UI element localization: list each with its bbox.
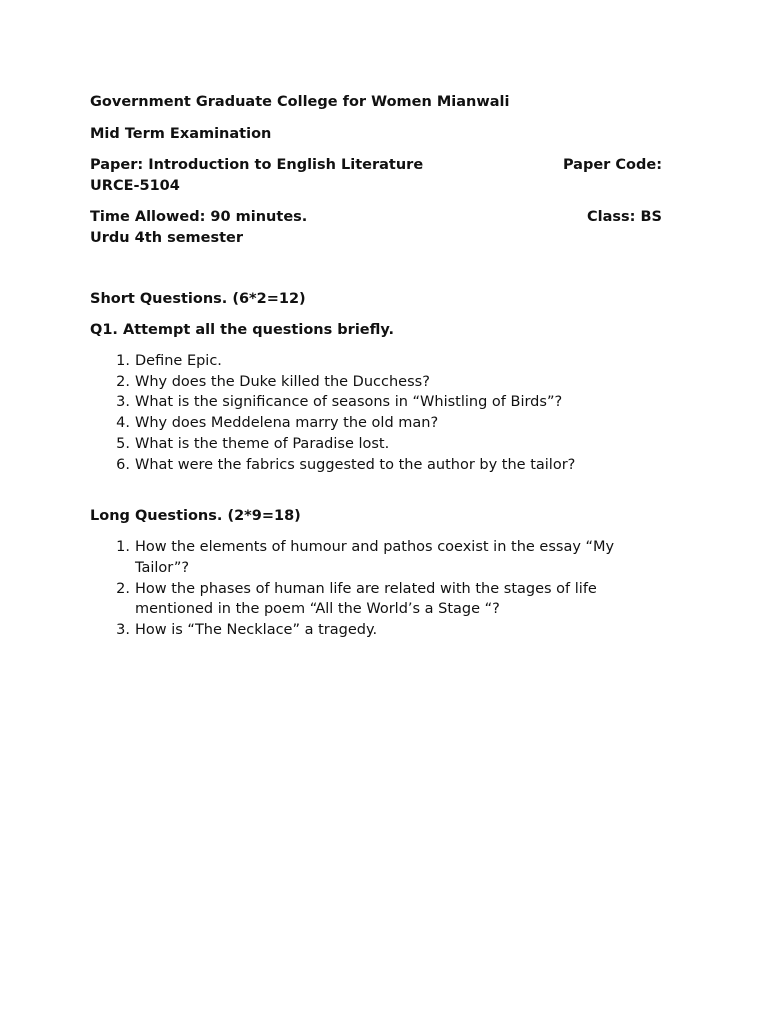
time-allowed: Time Allowed: 90 minutes. <box>90 209 308 225</box>
item-text: What is the theme of Paradise lost. <box>135 435 390 452</box>
item-number: 5. <box>116 435 130 452</box>
class-label: Class: BS <box>587 209 662 225</box>
time-class-info <box>90 207 662 249</box>
item-number: 1. <box>116 353 130 369</box>
list-item <box>90 455 662 476</box>
item-text: Define Epic. <box>135 353 222 369</box>
paper-code-value: URCE-5104 <box>90 178 180 194</box>
paper-code-label: Paper Code: <box>562 157 662 173</box>
item-number: 2. <box>116 580 130 597</box>
list-item <box>90 413 662 434</box>
list-item <box>90 434 662 455</box>
long-questions-heading: Long Questions. (2*9=18) <box>90 508 301 525</box>
list-item <box>90 351 662 372</box>
class-value: Urdu 4th semester <box>90 230 244 246</box>
list-item <box>90 372 662 393</box>
item-text: What were the fabrics suggested to the author by the tailor? <box>135 456 576 473</box>
item-number: 3. <box>116 394 130 411</box>
short-questions-list <box>90 351 662 475</box>
item-number: 6. <box>116 456 130 473</box>
college-name: Government Graduate College for Women Mianwali <box>90 94 510 110</box>
item-number: 3. <box>116 622 130 639</box>
item-text: Why does the Duke killed the Ducchess? <box>135 373 430 390</box>
exam-paper <box>90 92 662 641</box>
q1-instruction: Q1. Attempt all the questions briefly. <box>90 322 395 338</box>
item-text: What is the significance of seasons in “Whistling of Birds”? <box>135 394 563 411</box>
item-number: 1. <box>116 539 130 556</box>
paper-title: Paper: Introduction to English Literature <box>90 157 424 173</box>
item-text: How the phases of human life are related with the stages of life mentioned in the poem “All the World’s a Stage “? <box>135 580 597 618</box>
list-item <box>90 537 635 578</box>
list-item <box>90 392 662 413</box>
paper-info <box>90 155 662 197</box>
short-questions-heading: Short Questions. (6*2=12) <box>90 291 306 307</box>
time-row <box>90 207 662 228</box>
item-text: How is “The Necklace” a tragedy. <box>135 622 378 639</box>
paper-row <box>90 155 662 176</box>
list-item <box>90 620 635 641</box>
exam-title: Mid Term Examination <box>90 126 272 142</box>
long-questions-list <box>90 537 662 641</box>
item-number: 2. <box>116 373 130 390</box>
item-number: 4. <box>116 415 130 432</box>
list-item <box>90 579 635 620</box>
item-text: Why does Meddelena marry the old man? <box>135 415 439 432</box>
item-text: How the elements of humour and pathos coexist in the essay “My Tailor”? <box>135 539 615 576</box>
